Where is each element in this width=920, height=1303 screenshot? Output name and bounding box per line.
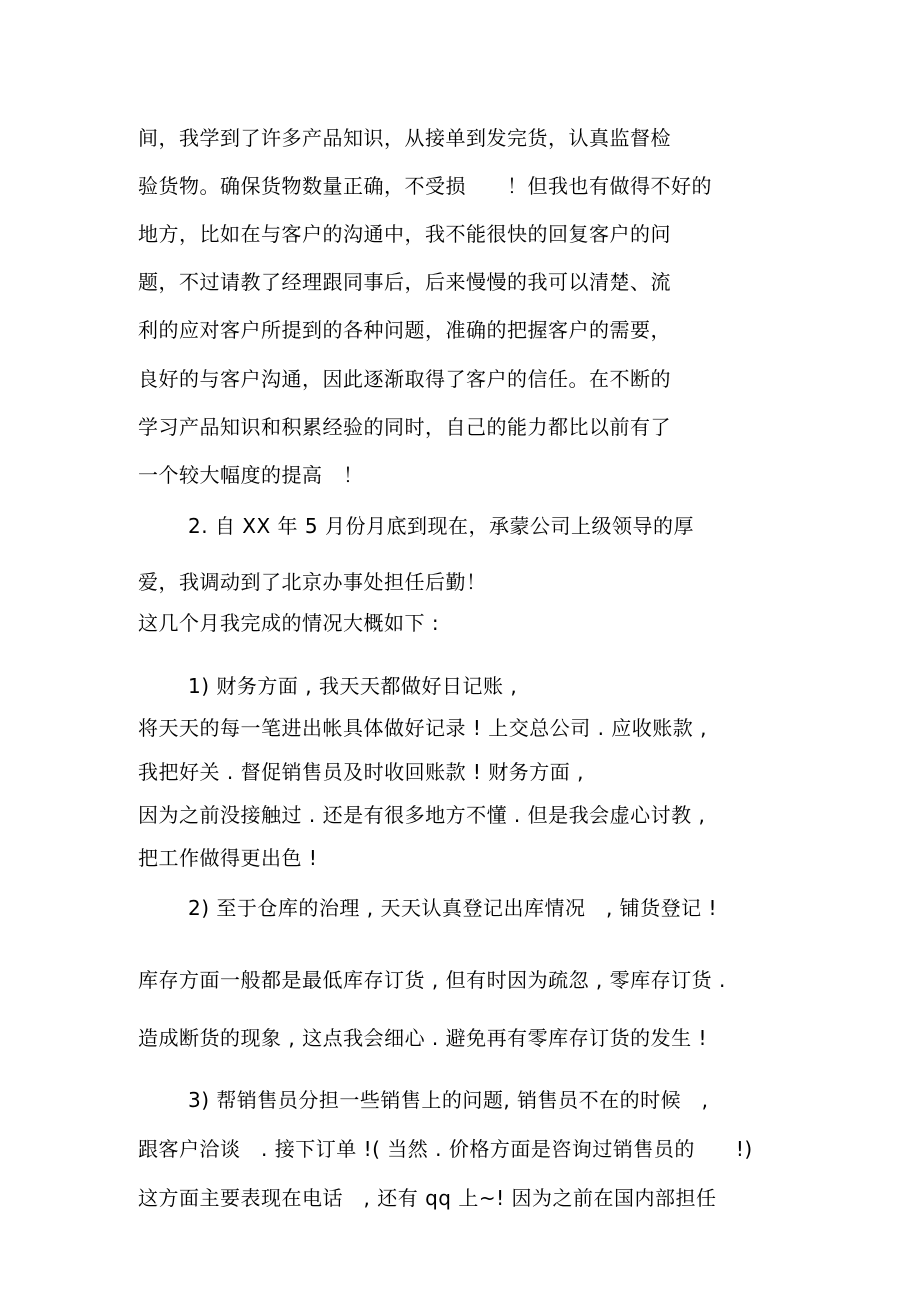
text-line: 良好的与客户沟通，因此逐渐取得了客户的信任。在不断的	[138, 367, 671, 391]
text-line: 因为之前没接触过 . 还是有很多地方不懂 . 但是我会虚心讨教 ,	[138, 803, 706, 827]
text-line: 我把好关 . 督促销售员及时收回账款 ! 财务方面 ,	[138, 760, 585, 784]
list-item-start: 1) 财务方面 , 我天天都做好日记账 ,	[188, 674, 518, 698]
text-line: 跟客户洽谈 . 接下订单 !( 当然 . 价格方面是咨询过销售员的 !)	[138, 1137, 753, 1161]
numbered-paragraph-start: 2. 自 XX 年 5 月份月底到现在，承蒙公司上级领导的厚	[188, 514, 694, 538]
text-line: 学习产品知识和积累经验的同时，自己的能力都比以前有了	[138, 415, 671, 439]
text-line: 验货物。确保货物数量正确，不受损 ！但我也有做得不好的	[138, 174, 712, 198]
text-line: 把工作做得更出色 !	[138, 846, 318, 870]
text-line: 这方面主要表现在电话 , 还有 qq 上~! 因为之前在国内部担任	[138, 1186, 717, 1210]
text-line: 造成断货的现象 , 这点我会细心 . 避免再有零库存订货的发生 !	[138, 1026, 708, 1050]
text-line: 库存方面一般都是最低库存订货 , 但有时因为疏忽 , 零库存订货 .	[138, 968, 726, 992]
text-line: 爱，我调动到了北京办事处担任后勤！	[138, 570, 487, 594]
text-line: 一个较大幅度的提高 ！	[138, 463, 364, 487]
text-line: 这几个月我完成的情况大概如下 :	[138, 611, 440, 635]
text-line: 题，不过请教了经理跟同事后，后来慢慢的我可以清楚、流	[138, 270, 671, 294]
list-item-start: 3) 帮销售员分担一些销售上的问题, 销售员不在的时候 ,	[188, 1088, 709, 1112]
text-line: 将天天的每一笔进出帐具体做好记录 ! 上交总公司 . 应收账款 ,	[138, 716, 708, 740]
list-item-start: 2) 至于仓库的治理 , 天天认真登记出库情况 , 铺货登记 !	[188, 896, 718, 920]
text-line: 利的应对客户所提到的各种问题，准确的把握客户的需要，	[138, 318, 671, 342]
text-line: 间，我学到了许多产品知识，从接单到发完货，认真监督检	[138, 126, 671, 150]
text-line: 地方，比如在与客户的沟通中，我不能很快的回复客户的问	[138, 222, 671, 246]
